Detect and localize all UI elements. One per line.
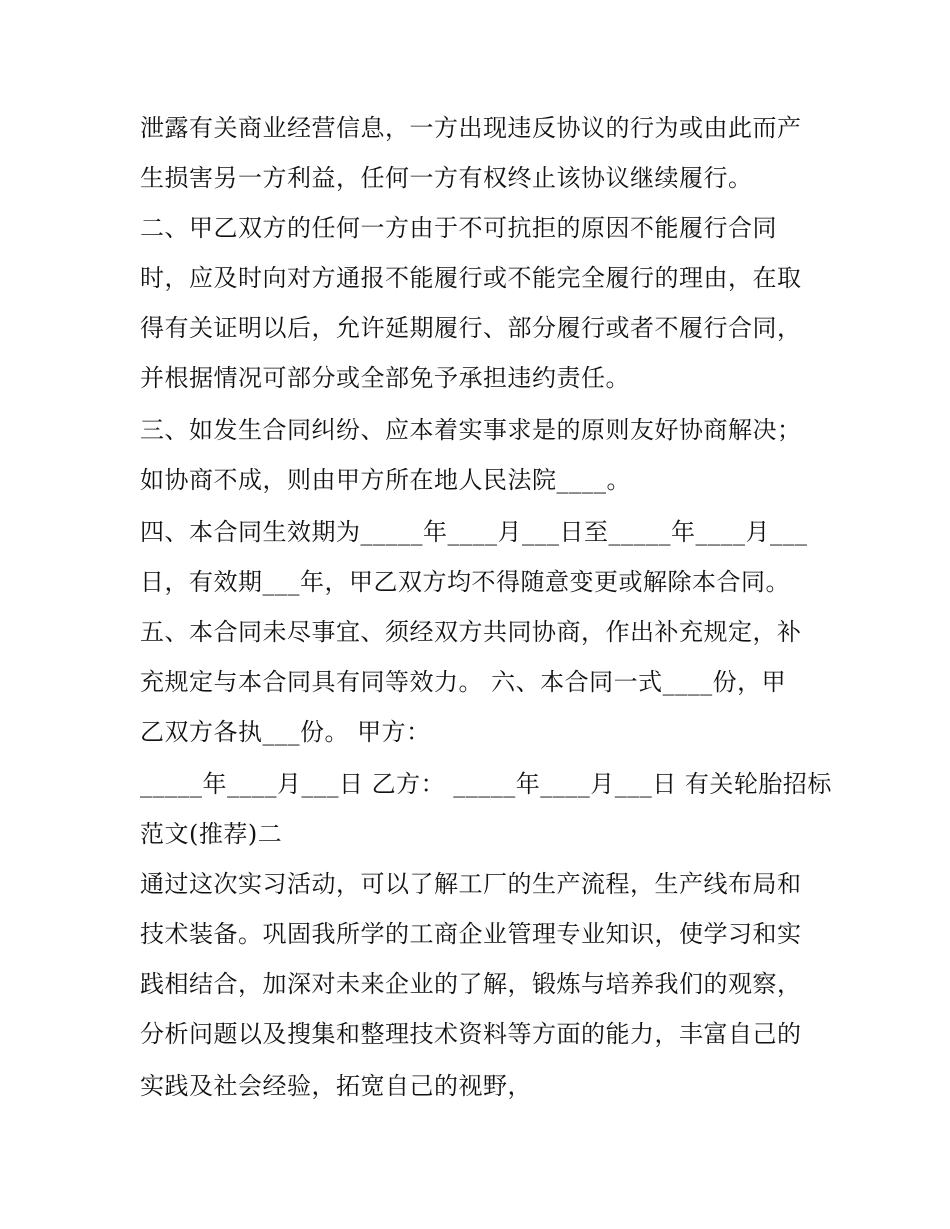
text-line: 五、本合同未尽事宜、须经双方共同协商，作出补充规定，补 bbox=[140, 618, 802, 646]
text-line: 得有关证明以后，允许延期履行、部分履行或者不履行合同， bbox=[140, 314, 802, 342]
text-line: 生损害另一方利益，任何一方有权终止该协议继续履行。 bbox=[140, 164, 753, 192]
text-line: 如协商不成，则由甲方所在地人民法院____。 bbox=[140, 466, 631, 494]
text-line: 三、如发生合同纠纷、应本着实事求是的原则友好协商解决； bbox=[140, 416, 802, 444]
text-line: 乙双方各执___份。 甲方： bbox=[140, 718, 431, 746]
text-line: 践相结合，加深对未来企业的了解，锻炼与培养我们的观察， bbox=[140, 970, 802, 998]
text-line: 通过这次实习活动，可以了解工厂的生产流程，生产线布局和 bbox=[140, 870, 802, 898]
text-line: 二、甲乙双方的任何一方由于不可抗拒的原因不能履行合同 bbox=[140, 214, 777, 242]
section-title: 范文(推荐)二 bbox=[140, 820, 283, 848]
text-line: 分析问题以及搜集和整理技术资料等方面的能力，丰富自己的 bbox=[140, 1020, 802, 1048]
text-line: 泄露有关商业经营信息，一方出现违反协议的行为或由此而产 bbox=[140, 114, 802, 142]
text-line: 充规定与本合同具有同等效力。 六、本合同一式____份，甲 bbox=[140, 668, 787, 696]
text-line: _____年____月___日 乙方： _____年____月___日 有关轮胎招标 bbox=[140, 770, 832, 798]
text-line: 技术装备。巩固我所学的工商企业管理专业知识，使学习和实 bbox=[140, 920, 802, 948]
text-line: 实践及社会经验，拓宽自己的视野， bbox=[140, 1072, 532, 1100]
text-line: 日，有效期___年，甲乙双方均不得随意变更或解除本合同。 bbox=[140, 568, 790, 596]
text-line: 并根据情况可部分或全部免予承担违约责任。 bbox=[140, 364, 630, 392]
text-line: 时，应及时向对方通报不能履行或不能完全履行的理由，在取 bbox=[140, 264, 802, 292]
text-line: 四、本合同生效期为_____年____月___日至_____年____月___ bbox=[140, 518, 808, 546]
